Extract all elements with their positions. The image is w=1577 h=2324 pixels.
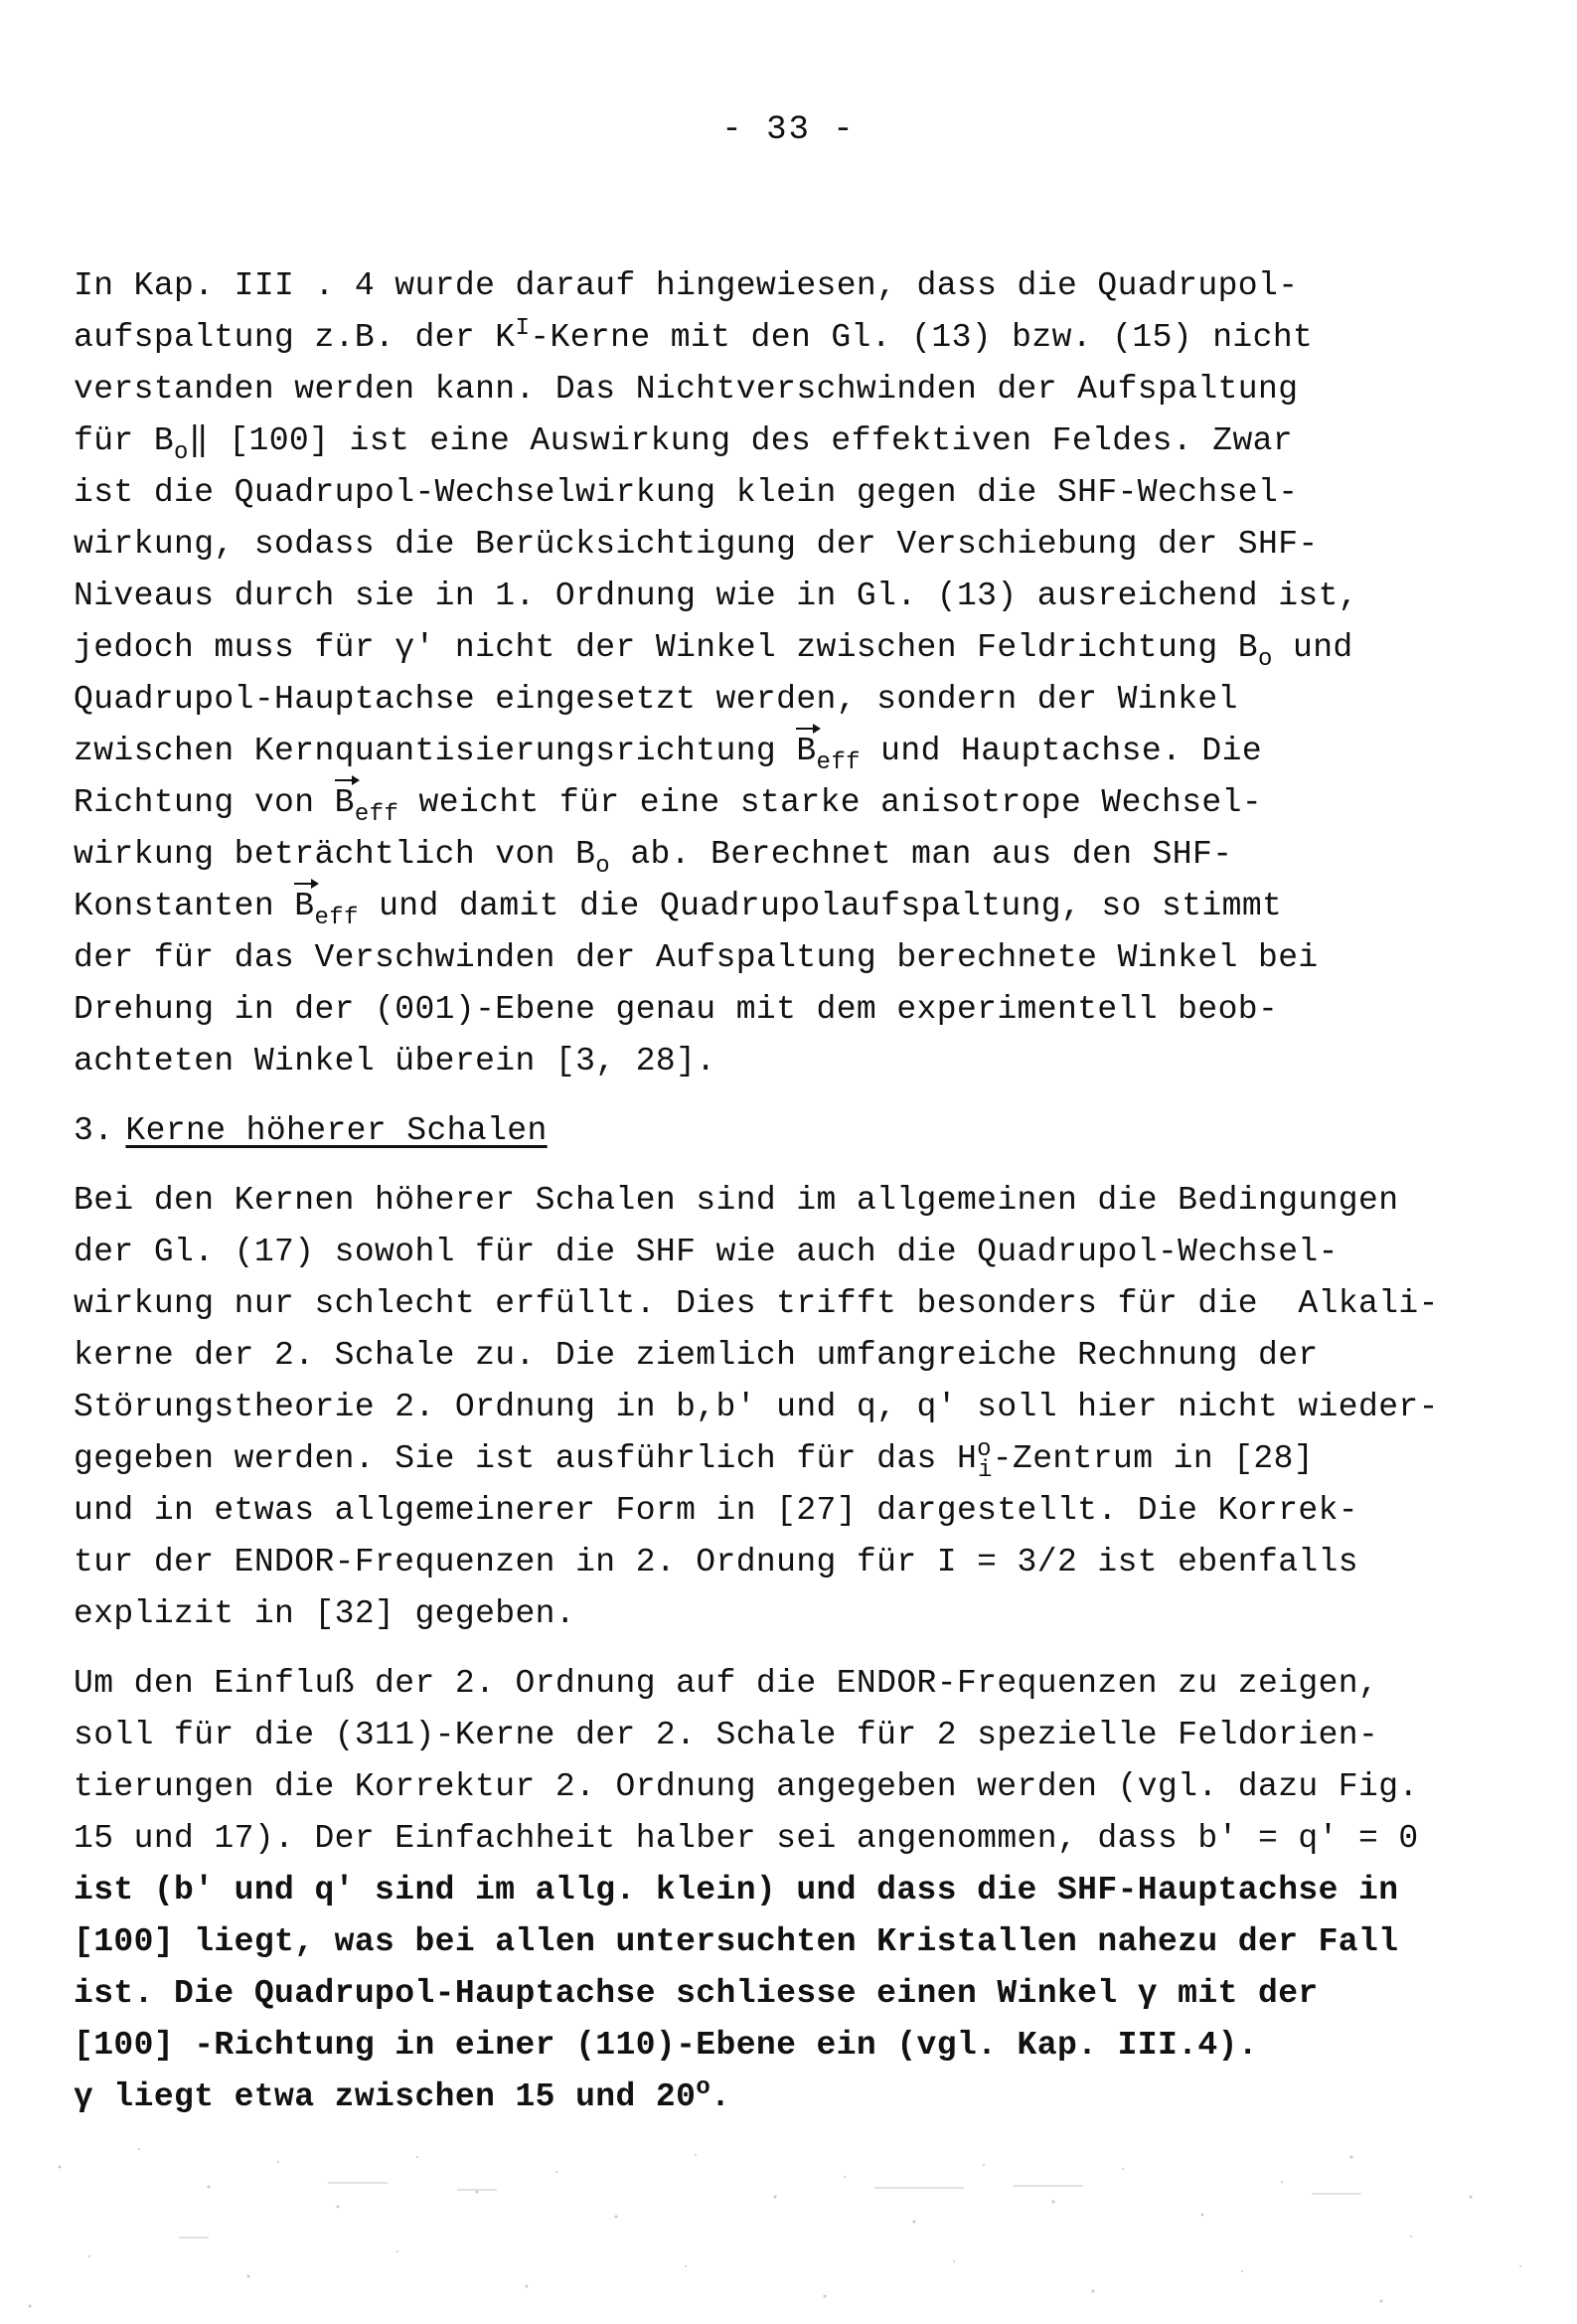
para1-line-4 — [74, 421, 1294, 466]
para3-line-2: soll für die (311)-Kerne der 2. Schale für 2 spezielle Feldorien- — [74, 1717, 1379, 1753]
scan-noise — [0, 2127, 1577, 2324]
para3-line-9 — [74, 2077, 730, 2117]
para1-line-6: wirkung, sodass die Berücksichtigung der Verschiebung der SHF- — [74, 526, 1319, 563]
text-run: weicht für eine starke anisotrope Wechsel- — [398, 784, 1263, 821]
vector-b-eff — [334, 783, 399, 828]
para2-line-7: und in etwas allgemeinerer Form in [27] dargestellt. Die Korrek- — [74, 1492, 1359, 1529]
superscript: o — [977, 1436, 992, 1463]
text-run: zwischen Kernquantisierungsrichtung — [74, 733, 797, 769]
text-run: und — [1272, 629, 1353, 666]
para2-line-2: der Gl. (17) sowohl für die SHF wie auch die Quadrupol-Wechsel- — [74, 1234, 1339, 1270]
para2-line-8: tur der ENDOR-Frequenzen in 2. Ordnung für I = 3/2 ist ebenfalls — [74, 1544, 1359, 1580]
section-title: Kerne höherer Schalen — [125, 1112, 548, 1149]
text-run: -Zentrum in [28] — [992, 1440, 1315, 1477]
para1-line-9: Quadrupol-Hauptachse eingesetzt werden, sondern der Winkel — [74, 681, 1238, 718]
para2-line-6 — [74, 1436, 1315, 1484]
vector-base: B — [796, 733, 817, 769]
para2-line-3: wirkung nur schlecht erfüllt. Dies trifft besonders für die Alkali- — [74, 1285, 1439, 1322]
text-run: und damit die Quadrupolaufspaltung, so stimmt — [358, 888, 1283, 924]
text-run: ‖ [100] ist eine Auswirkung des effektiven Feldes. Zwar — [188, 422, 1294, 459]
para1-line-15: Drehung in der (001)-Ebene genau mit dem experimentell beob- — [74, 991, 1279, 1028]
text-run: . — [710, 2078, 731, 2115]
vector-base: B — [334, 784, 355, 821]
para1-line-11 — [74, 783, 1263, 828]
superscript: o — [696, 2075, 711, 2101]
para1-line-2 — [74, 315, 1314, 358]
para1-line-16: achteten Winkel überein [3, 28]. — [74, 1043, 716, 1079]
superscript: I — [515, 315, 531, 342]
text-run: für B — [74, 422, 175, 459]
para1-line-5: ist die Quadrupol-Wechselwirkung klein gegen die SHF-Wechsel- — [74, 474, 1299, 511]
para3-line-5: ist (b' und q' sind im allg. klein) und dass die SHF-Hauptachse in — [74, 1872, 1399, 1909]
para2-line-5: Störungstheorie 2. Ordnung in b,b' und q, q' soll hier nicht wieder- — [74, 1389, 1439, 1425]
para2-line-9: explizit in [32] gegeben. — [74, 1595, 576, 1632]
section-heading — [74, 1111, 548, 1151]
text-run: ab. Berechnet man aus den SHF- — [610, 836, 1233, 873]
para1-line-10 — [74, 732, 1263, 776]
para3-line-4: 15 und 17). Der Einfachheit halber sei angenommen, dass b' = q' = 0 — [74, 1820, 1419, 1857]
text-run: gegeben werden. Sie ist ausführlich für das H — [74, 1440, 978, 1477]
subscript: eff — [816, 749, 861, 776]
subscript: i — [977, 1457, 993, 1484]
para1-line-3: verstanden werden kann. Das Nichtverschwinden der Aufspaltung — [74, 371, 1299, 408]
text-run: Konstanten — [74, 888, 295, 924]
para2-line-1: Bei den Kernen höherer Schalen sind im allgemeinen die Bedingungen — [74, 1182, 1399, 1219]
para3-line-3: tierungen die Korrektur 2. Ordnung angegeben werden (vgl. dazu Fig. — [74, 1768, 1419, 1805]
subscript: o — [595, 853, 611, 880]
para3-line-8: [100] -Richtung in einer (110)-Ebene ein (vgl. Kap. III.4). — [74, 2027, 1258, 2064]
page-number: - 33 - — [721, 111, 856, 149]
subscript: o — [174, 439, 189, 466]
text-run: Richtung von — [74, 784, 335, 821]
subscript: o — [1258, 646, 1273, 673]
para3-line-1: Um den Einfluß der 2. Ordnung auf die ENDOR-Frequenzen zu zeigen, — [74, 1665, 1379, 1702]
subscript: eff — [354, 801, 399, 828]
text-run: γ liegt etwa zwischen 15 und 20 — [74, 2078, 697, 2115]
text-run: jedoch muss für γ' nicht der Winkel zwischen Feldrichtung B — [74, 629, 1258, 666]
text-run: aufspaltung z.B. der K — [74, 319, 516, 356]
para2-line-4: kerne der 2. Schale zu. Die ziemlich umfangreiche Rechnung der — [74, 1337, 1319, 1374]
para3-line-6: [100] liegt, was bei allen untersuchten Kristallen nahezu der Fall — [74, 1923, 1399, 1960]
vector-base: B — [294, 888, 315, 924]
subscript: eff — [314, 905, 359, 931]
para1-line-8 — [74, 628, 1353, 673]
para3-line-7: ist. Die Quadrupol-Hauptachse schliesse einen Winkel γ mit der — [74, 1975, 1319, 2012]
text-run: und Hauptachse. Die — [860, 733, 1263, 769]
text-run: wirkung beträchtlich von B — [74, 836, 596, 873]
para1-line-7: Niveaus durch sie in 1. Ordnung wie in Gl. (13) ausreichend ist, — [74, 578, 1359, 614]
para1-line-14: der für das Verschwinden der Aufspaltung berechnete Winkel bei — [74, 939, 1319, 976]
para1-line-1: In Kap. III . 4 wurde darauf hingewiesen, dass die Quadrupol- — [74, 267, 1299, 304]
section-number: 3. — [74, 1112, 114, 1149]
text-run: -Kerne mit den Gl. (13) bzw. (15) nicht — [530, 319, 1314, 356]
vector-b-eff — [294, 887, 359, 931]
para1-line-13 — [74, 887, 1283, 931]
vector-b-eff — [796, 732, 861, 776]
para1-line-12 — [74, 835, 1233, 880]
